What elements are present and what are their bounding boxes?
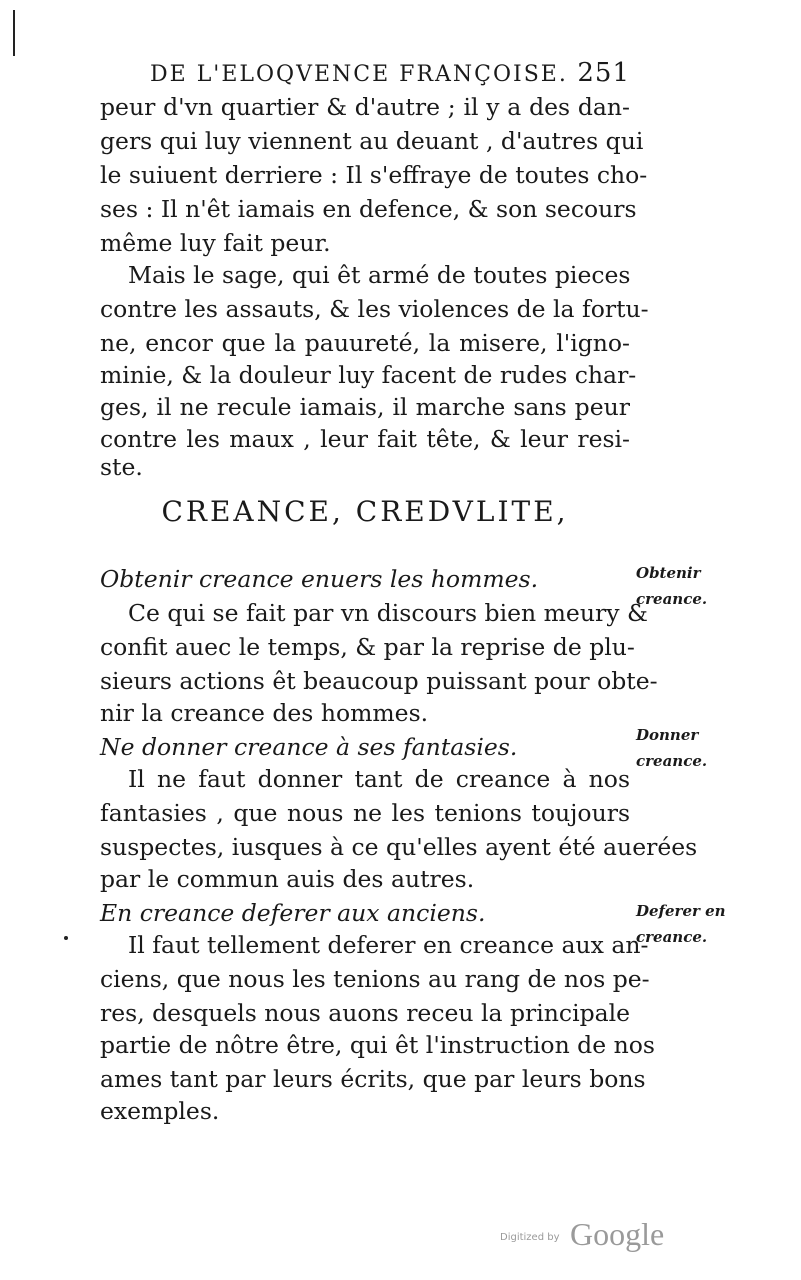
margin-note-line: creance. (636, 590, 708, 608)
margin-note-line: creance. (636, 928, 708, 946)
digitized-watermark (500, 1216, 680, 1256)
text-line: ciens, que nous les tenions au rang de nos pe- (100, 965, 650, 993)
text-line: ste. (100, 453, 143, 481)
google-logo: Google (570, 1216, 665, 1252)
margin-note (636, 898, 786, 950)
margin-note-line: Deferer en (636, 902, 726, 920)
page-header (150, 58, 630, 90)
text-line: nir la creance des hommes. (100, 699, 429, 727)
text-line: confit auec le temps, & par la reprise de plu- (100, 633, 635, 661)
subheading: Obtenir creance enuers les hommes. (100, 565, 539, 593)
text-line: ses : Il n'êt iamais en defence, & son secours (100, 195, 637, 223)
page-number: 251 (577, 58, 630, 88)
subheading: Ne donner creance à ses fantasies. (100, 733, 518, 761)
text-line: ames tant par leurs écrits, que par leurs bons (100, 1065, 646, 1093)
text-line: contre les assauts, & les violences de la fortu- (100, 295, 649, 323)
text-line: ges, il ne recule iamais, il marche sans peur (100, 393, 630, 421)
text-line: Ce qui se fait par vn discours bien meury & (128, 599, 648, 627)
margin-note (636, 560, 786, 612)
text-line: Il faut tellement deferer en creance aux an- (128, 931, 649, 959)
text-line: Il ne faut donner tant de creance à nos (128, 765, 630, 793)
margin-note-line: Donner (636, 726, 699, 744)
subheading: En creance deferer aux anciens. (100, 899, 486, 927)
text-line: ne, encor que la pauureté, la misere, l'igno- (100, 329, 630, 357)
ink-speck (64, 936, 68, 940)
page-edge-mark (13, 10, 15, 56)
text-line: exemples. (100, 1097, 220, 1125)
text-line: partie de nôtre être, qui êt l'instruction de nos (100, 1031, 655, 1059)
text-line: par le commun auis des autres. (100, 865, 475, 893)
text-line: le suiuent derriere : Il s'effraye de toutes cho- (100, 161, 648, 189)
text-line: suspectes, iusques à ce qu'elles ayent été auerées (100, 833, 698, 861)
text-line: sieurs actions êt beaucoup puissant pour obte- (100, 667, 658, 695)
margin-note-line: creance. (636, 752, 708, 770)
margin-note-line: Obtenir (636, 564, 701, 582)
margin-note (636, 722, 786, 774)
text-line: Mais le sage, qui êt armé de toutes pieces (128, 261, 631, 289)
text-line: fantasies , que nous ne les tenions toujours (100, 799, 630, 827)
text-line: peur d'vn quartier & d'autre ; il y a des dan- (100, 93, 630, 121)
watermark-prefix: Digitized by (500, 1232, 560, 1243)
text-line: res, desquels nous auons receu la principale (100, 999, 631, 1027)
text-line: gers qui luy viennent au deuant , d'autres qui (100, 127, 644, 155)
text-line: minie, & la douleur luy facent de rudes char- (100, 361, 637, 389)
text-line: même luy fait peur. (100, 229, 331, 257)
section-heading: CREANCE, CREDVLITE, (161, 495, 569, 528)
running-title: DE L'ELOQVENCE FRANÇOISE. (150, 62, 568, 87)
text-line: contre les maux , leur fait tête, & leur resi- (100, 425, 630, 453)
